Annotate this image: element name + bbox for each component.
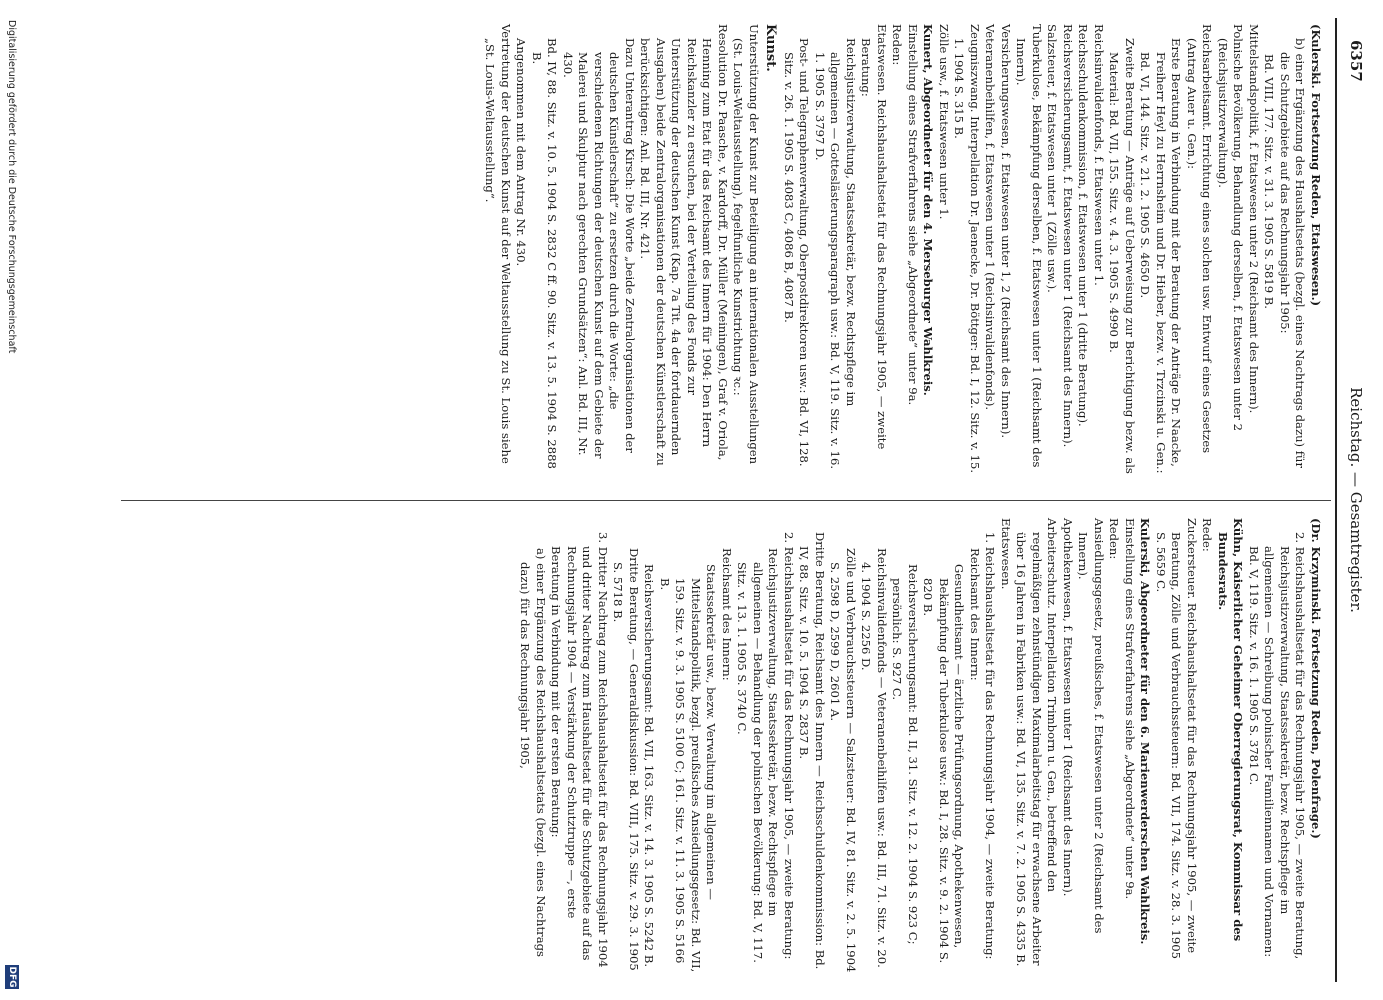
index-entry: Reichsamt des Innern: xyxy=(720,548,734,681)
index-entry: Bd. VIII, 177. Sitz. v. 31. 3. 1905 S. 5819 B. xyxy=(1262,54,1277,309)
index-entry: Zeugniszwang. Interpellation Dr. Jaenecke, Dr. Böttger: Bd. I, 12. Sitz. v. 15. 1. 1904 S. 315 B. xyxy=(952,24,982,474)
index-entry: Reden: xyxy=(1107,518,1122,560)
index-entry: a) einer Ergänzung des Reichshaushaltsetats (bezgl. eines Nachtrags dazu) für das Rechnungsjahr 1905, xyxy=(518,548,548,957)
index-entry: Reichsinvalidenfonds, f. Etatswesen unter 1. xyxy=(1092,24,1106,286)
index-entry: Unterstützung der Kunst zur Beteiligung an internationalen Ausstellungen (St. Louis-Weltausstellung), fegelfuntliche Kunstrichtung ꝛc.: xyxy=(731,24,761,465)
index-entry: Zölle und Verbrauchssteuern — Salzsteuer: Bd. IV, 81. Sitz. v. 2. 5. 1904 S. 2598 D, 2599 D, 2601 A. xyxy=(828,548,858,973)
index-entry: Resolution Dr. Paasche, v. Kardorff, Dr. Müller (Meiningen), Graf v. Oriola, Henning zum Etat für das Reichsamt des Innern für 1904: Den Herrn Reichskanzler zu ersuchen, bei der Verteilung des Fonds zur Unterstützung der deutschen Kunst (Kap. 7a Tit. 4a der fortdauernden Ausgaben) beide Zentralorganisationen der deutschen Künstlerschaft zu berücksichtigen: Anl. Bd. III, Nr. 421. xyxy=(638,24,730,466)
index-entry: Staatssekretär usw., bezw. Verwaltung im allgemeinen — Mittelstandspolitik, bezgl. preußisches Ansiedlungsgesetz: Bd. VII, 159. Sitz. v. 9. 3. 1905 S. 5100 C; 161. Sitz. v. 11. 3. 1905 S. 5166 B. xyxy=(658,564,719,973)
index-entry-heading: Kühn, Kaiserlicher Geheimer Oberregierungsrat, Kommissar des Bundesrats. xyxy=(1216,518,1246,942)
index-entry: 3. Dritter Nachtrag zum Reichshaushaltsetat für das Rechnungsjahr 1904 und dritter Nachtrag zum Haushaltsetat für die Schutzgebiete auf das Rechnungsjahr 1904 — Verstärkung der Schutztruppe —, erste Beratung in Verbindung mit der ersten Beratung: xyxy=(549,532,610,968)
index-entry: Vertretung der deutschen Kunst auf der Weltausstellung zu St. Louis siehe „St. Louis-Weltausstellung“. xyxy=(483,24,513,464)
index-entry-heading: (Dr. Krzyminski. Fortsetzung Reden, Polenfrage.) xyxy=(1309,518,1323,839)
index-entry: Einstellung eines Strafverfahrens siehe „Abgeordnete“ unter 9a. xyxy=(906,24,920,406)
index-entry: 2. Reichshaushaltsetat für das Rechnungsjahr 1905, — zweite Beratung: xyxy=(782,532,796,960)
index-entry: Erste Beratung in Verbindung mit der Beratung der Anträge Dr. Naacke, Freiherr Heyl zu Herrnsheim und Dr. Hieber, bezw. v. Trzcinski u. Gen.: Bd. VI, 144. Sitz. v. 21. 2. 1905 S. 4650 D. xyxy=(1138,38,1184,474)
index-entry: Mittelstandspolitik, f. Etatswesen unter 2 (Reichsamt des Innern). xyxy=(1247,24,1261,414)
index-entry: Reichsinvalidenfonds — Veteranenbeihilfen usw.: Bd. III, 71. Sitz. v. 20. 4. 1904 S. 2256 D. xyxy=(859,548,889,968)
index-entry-heading: Kulerski, Abgeordneter für den 6. Marienwerderschen Wahlkreis. xyxy=(1138,518,1153,945)
digitization-credit: Digitalisierung gefördert durch die Deutsche Forschungsgemeinschaft xyxy=(6,20,17,354)
index-entry: Salzsteuer, f. Etatswesen unter 1 (Zölle usw.). xyxy=(1045,24,1060,293)
index-entry: Reichsamt des Innern: xyxy=(968,548,982,681)
index-entry: 2. Reichshaushaltsetat für das Rechnungsjahr 1905, — zweite Beratung, Reichsjustizverwaltung, Staatssekretär, bezw. Rechtspflege im allgemeinen — Schreibung polnischer Familiennamen und Vornamen: Bd. V, 119. Sitz. v. 16. 1. 1905 S. 3781 C. xyxy=(1247,532,1308,960)
column-divider xyxy=(121,500,1331,501)
index-entry: Post- und Telegraphenverwaltung, Oberpostdirektoren usw.: Bd. VI, 128. Sitz. v. 26. 1. 1905 S. 4083 C, 4086 B, 4087 B. xyxy=(782,38,812,467)
running-head xyxy=(1341,0,1365,1000)
index-entry: Zuckersteuer. Reichshaushaltsetat für das Rechnungsjahr 1905, — zweite Beratung, Zölle und Verbrauchssteuern: Bd. VII, 174. Sitz. v. 28. 3. 1905 S. 5659 C. xyxy=(1154,518,1199,960)
index-entry: Ansiedlungsgesetz, preußisches, f. Etatswesen unter 2 (Reichsamt des Innern). xyxy=(1076,518,1106,934)
index-entry: Rede: xyxy=(1200,518,1215,552)
index-entry: 1. Reichshaushaltsetat für das Rechnungsjahr 1904, — zweite Beratung: xyxy=(983,532,998,960)
index-entry: Dazu Unterantrag Kirsch: Die Worte „beide Zentralorganisationen der deutschen Künstlerschaft“ zu ersetzen durch die Worte: „die verschiedenen Richtungen der deutschen Kunst auf dem Gebiete der Malerei und Skulptur nach gerechten Grundsätzen“: Anl. Bd. III, Nr. 430. xyxy=(561,38,637,459)
index-entry: Apothekenwesen, f. Etatswesen unter 1 (Reichsamt des Innern). xyxy=(1061,518,1075,897)
index-entry: Reichsschuldenkommission, f. Etatswesen unter 1 (dritte Beratung). xyxy=(1076,24,1091,427)
index-entry: Gesundheitsamt — ärztliche Prüfungsordnung, Apothekenwesen, Bekämpfung der Tuberkulose usw.: Bd. I, 28. Sitz. v. 9. 2. 1904 S. 820 B. xyxy=(921,564,967,964)
index-entry: Angenommen mit dem Antrag Nr. 430. xyxy=(514,38,529,267)
left-column xyxy=(482,24,1323,479)
index-entry: Versicherungswesen, f. Etatswesen unter 1, 2 (Reichsamt des Innern). xyxy=(999,24,1013,439)
index-entry: Dritte Beratung, — Generaldiskussion: Bd. VIII, 175. Sitz. v. 29. 3. 1905 S. 5718 B. xyxy=(611,548,641,971)
index-entry: Zweite Beratung — Anträge auf Ueberweisung zur Berichtigung bezw. als Material: Bd. VII, 155. Sitz. v. 4. 3. 1905 S. 4990 B. xyxy=(1107,38,1137,474)
index-entry: Etatswesen. xyxy=(999,518,1013,590)
index-entry: Reichsversicherungsamt: Bd. VII, 163. Sitz. v. 14. 3. 1905 S. 5242 B. xyxy=(642,564,657,968)
index-entry: Reichsversicherungsamt: Bd. II, 31. Sitz. v. 12. 2. 1904 S. 923 C; persönlich: S. 927 C. xyxy=(890,564,920,945)
index-entry: Reden: xyxy=(890,24,905,66)
index-entry: Reichsjustizverwaltung, Staatssekretär, bezw. Rechtspflege im allgemeinen — Behandlung der polnischen Bevölkerung: Bd. V, 117. Sitz. v. 13. 1. 1905 S. 3740 C. xyxy=(735,548,781,963)
index-entry-heading: Kunert, Abgeordneter für den 4. Merseburger Wahlkreis. xyxy=(921,24,936,396)
index-entry: Veteranenbeihilfen, f. Etatswesen unter 1 (Reichsinvalidenfonds). xyxy=(983,24,998,411)
dfg-logo: DFG xyxy=(7,966,17,988)
index-entry: Zölle usw., f. Etatswesen unter 1. xyxy=(937,24,951,220)
index-entry-heading: (Kulerski. Fortsetzung Reden, Etatswesen.) xyxy=(1309,24,1323,307)
index-entry: Reichsversicherungsamt, f. Etatswesen unter 1 (Reichsamt des Innern). xyxy=(1061,24,1075,448)
index-entry: Dritte Beratung, Reichsamt des Innern — Reichsschuldenkommission: Bd. IV, 88. Sitz. v. 10. 5. 1904 S. 2837 B. xyxy=(797,532,827,970)
section-title: Kunst. xyxy=(763,24,779,72)
index-entry: Reichsarbeitsamt. Errichtung eines solchen usw. Entwurf eines Gesetzes (Antrag Auer u. Gen.): xyxy=(1185,24,1215,454)
running-head-title: Reichstag. — Gesamtregister. xyxy=(1347,387,1365,613)
right-column xyxy=(517,518,1323,973)
index-entry: Reichsjustizverwaltung, Staatssekretär, bezw. Rechtspflege im allgemeinen — Gotteslästerungsparagraph usw.: Bd. V, 119. Sitz. v. 16. 1. 1905 S. 3797 D. xyxy=(813,38,858,470)
index-entry: Etatswesen. Reichshaushaltsetat für das Rechnungsjahr 1905, — zweite Beratung: xyxy=(859,24,889,450)
page-number: 6357 xyxy=(1347,40,1365,82)
index-entry: Arbeiterschutz. Interpellation Trimborn u. Gen., betreffend den regelmäßigen zehnstündigen Maximalarbeitstag für erwachsene Arbeiter über 16 Jahren in Fabriken usw.: Bd. VI, 135. Sitz. v. 7. 2. 1905 S. 4335 B. xyxy=(1014,518,1060,967)
index-entry: Tuberkulose, Bekämpfung derselben, f. Etatswesen unter 1 (Reichsamt des Innern). xyxy=(1014,24,1044,468)
index-entry: b) einer Ergänzung des Haushaltsetats (bezgl. eines Nachtrags dazu) für die Schutzgebiete auf das Rechnungsjahr 1905: xyxy=(1278,38,1308,469)
index-entry: Bd. IV, 88. Sitz. v. 10. 5. 1904 S. 2832 C ff. 90. Sitz. v. 13. 5. 1904 S. 2888 B. xyxy=(530,38,560,469)
index-entry: Einstellung eines Strafverfahrens siehe „Abgeordnete“ unter 9a. xyxy=(1123,518,1137,900)
header-rule xyxy=(1335,18,1337,982)
index-entry: Polnische Bevölkerung, Behandlung derselben, f. Etatswesen unter 2 (Reichsjustizverwaltung). xyxy=(1216,24,1246,431)
